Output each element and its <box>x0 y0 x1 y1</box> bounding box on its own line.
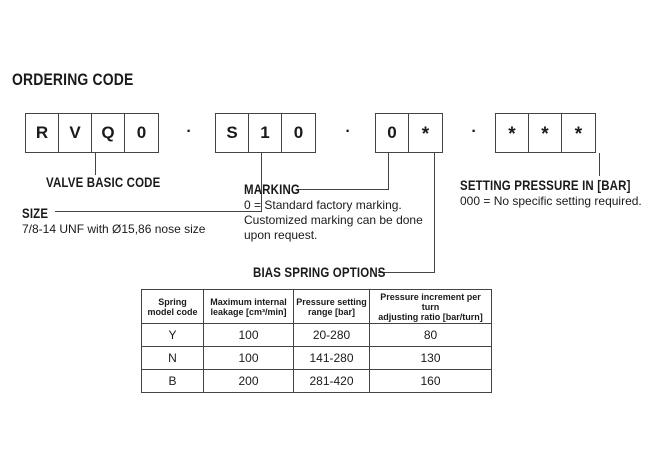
column-header: Pressure setting range [bar] <box>294 290 370 324</box>
marking-description-line: Customized marking can be done <box>244 213 423 227</box>
table-row <box>142 347 492 370</box>
code-cell: V <box>59 114 92 152</box>
marking-label: MARKING <box>244 181 301 197</box>
table-cell: N <box>142 347 204 370</box>
table-row <box>142 370 492 393</box>
table-cell: Y <box>142 324 204 347</box>
page-title: ORDERING CODE <box>12 70 134 89</box>
code-separator: · <box>471 123 477 140</box>
table-cell: 100 <box>204 324 294 347</box>
marking-description-line: 0 = Standard factory marking. <box>244 198 402 212</box>
table-cell: 100 <box>204 347 294 370</box>
column-header: Spring model code <box>142 290 204 324</box>
table-cell: B <box>142 370 204 393</box>
connector-line <box>297 189 389 190</box>
code-cell: S <box>216 114 249 152</box>
code-cell: * <box>574 124 583 145</box>
marking-description-line: upon request. <box>244 228 318 242</box>
table-cell: 130 <box>370 347 492 370</box>
code-cell: Q <box>92 114 125 152</box>
table-cell: 281-420 <box>294 370 370 393</box>
table-row <box>142 324 492 347</box>
connector-line <box>599 153 600 176</box>
size-label: SIZE <box>22 205 49 221</box>
setting-pressure-label: SETTING PRESSURE IN [BAR] <box>460 177 631 193</box>
code-cell: 1 <box>249 114 282 152</box>
code-cell: 0 <box>136 123 147 142</box>
code-group-setting <box>495 113 596 153</box>
table-cell: 80 <box>370 324 492 347</box>
connector-line <box>55 211 262 212</box>
table-cell: 200 <box>204 370 294 393</box>
bias-spring-table <box>141 289 492 393</box>
code-group-marking <box>375 113 443 153</box>
column-header: Maximum internal leakage [cm³/min] <box>204 290 294 324</box>
connector-line <box>378 272 435 273</box>
code-cell: * <box>421 124 430 145</box>
table-cell: 141-280 <box>294 347 370 370</box>
code-separator: · <box>345 123 351 140</box>
valve-basic-code-label: VALVE BASIC CODE <box>46 174 161 190</box>
connector-line <box>95 153 96 175</box>
code-cell: R <box>26 114 59 152</box>
table-cell: 160 <box>370 370 492 393</box>
column-header: Pressure increment per turn adjusting ratio [bar/turn] <box>370 290 492 324</box>
connector-line <box>434 153 435 272</box>
code-group-size <box>215 113 316 153</box>
code-group-valve <box>25 113 159 153</box>
marking-description <box>244 198 423 243</box>
table-header-row <box>142 290 492 324</box>
code-cell: 0 <box>376 114 409 152</box>
size-description: 7/8-14 UNF with Ø15,86 nose size <box>22 222 206 236</box>
code-cell: * <box>529 114 562 152</box>
connector-line <box>388 153 389 189</box>
setting-pressure-description: 000 = No specific setting required. <box>460 194 642 208</box>
code-cell: * <box>496 114 529 152</box>
table-cell: 20-280 <box>294 324 370 347</box>
code-separator: · <box>186 123 192 140</box>
code-cell: 0 <box>293 123 304 142</box>
bias-spring-options-label: BIAS SPRING OPTIONS <box>253 264 386 280</box>
